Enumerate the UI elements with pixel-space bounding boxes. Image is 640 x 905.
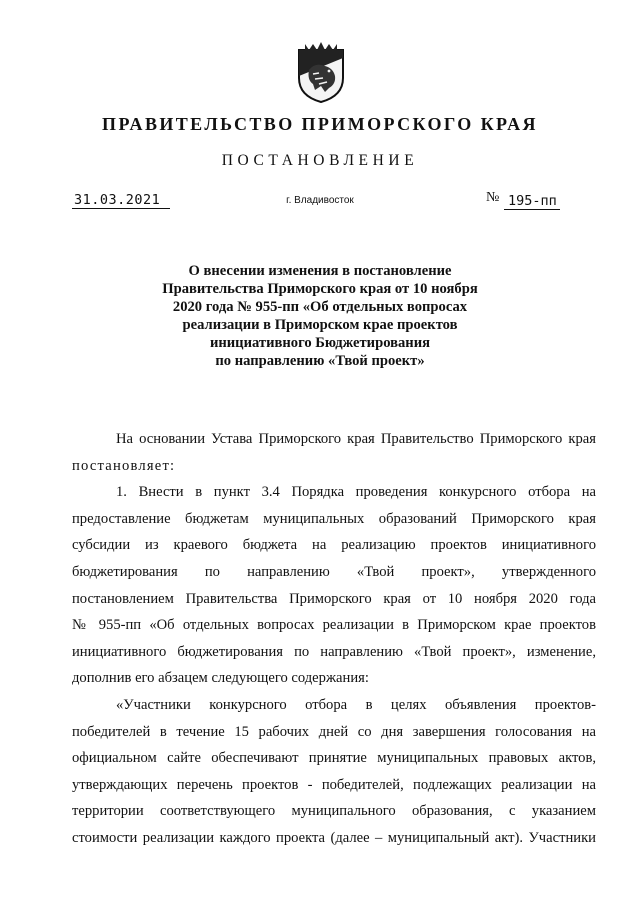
title-line: инициативного Бюджетирования — [209, 335, 431, 351]
body-line: 1. Внести в пункт 3.4 Порядка проведения конкурсного отбора на — [116, 484, 596, 501]
body-line: постановлением Правительства Приморского края от 10 ноября 2020 года — [72, 590, 596, 607]
body-line: На основании Устава Приморского края Правительство Приморского края — [116, 431, 596, 447]
body-line: предоставление бюджетам муниципальных образований Приморского края — [72, 510, 596, 527]
body-line: бюджетирования по направлению «Твой проект», утвержденного — [72, 563, 596, 580]
title-line: О внесении изменения в постановление — [188, 263, 452, 279]
body-line: победителей в течение 15 рабочих дней со дня завершения голосования на — [72, 723, 596, 740]
body-line: официальном сайте обеспечивают принятие муниципальных правовых актов, — [72, 750, 596, 767]
body-line: № 955-пп «Об отдельных вопросах реализации в Приморском крае проектов — [72, 617, 596, 634]
government-name: ПРАВИТЕЛЬСТВО ПРИМОРСКОГО КРАЯ — [102, 114, 538, 134]
body-line: инициативного бюджетирования по направлению «Твой проект», изменение, — [72, 643, 596, 660]
body-line: постановляет: — [72, 457, 176, 474]
number-label: № — [486, 190, 500, 205]
body-line: субсидии из краевого бюджета на реализацию проектов инициативного — [72, 537, 596, 554]
document-city: г. Владивосток — [286, 195, 354, 206]
document-number: 195-пп — [504, 193, 560, 210]
document-date: 31.03.2021 — [72, 192, 170, 209]
title-line: 2020 года № 955-пп «Об отдельных вопросах — [172, 299, 468, 315]
title-line: по направлению «Твой проект» — [215, 353, 425, 369]
document-type: ПОСТАНОВЛЕНИЕ — [221, 152, 419, 169]
document-title — [120, 262, 520, 370]
body-line: «Участники конкурсного отбора в целях объявления проектов- — [116, 696, 596, 713]
document-body — [72, 426, 596, 852]
body-line: дополнив его абзацем следующего содержания: — [72, 670, 369, 687]
coat-of-arms-icon — [295, 40, 347, 104]
body-line: стоимости реализации каждого проекта (далее – муниципальный акт). Участники — [72, 829, 596, 846]
title-line: реализации в Приморском крае проектов — [182, 317, 458, 333]
body-line: утверждающих перечень проектов - победителей, подлежащих реализации на — [72, 776, 596, 793]
title-line: Правительства Приморского края от 10 ноября — [162, 281, 478, 297]
body-line: территории соответствующего муниципального образования, с указанием — [72, 803, 596, 820]
